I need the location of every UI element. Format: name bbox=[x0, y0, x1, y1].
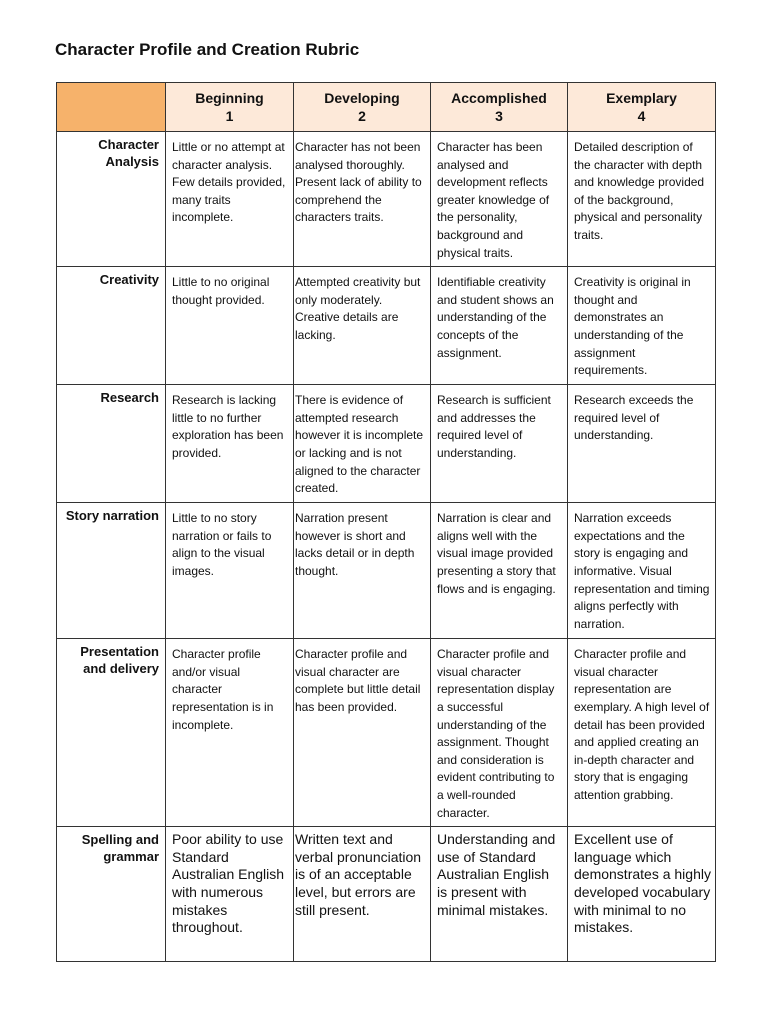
level-header-developing bbox=[294, 83, 431, 132]
level-header-beginning bbox=[166, 83, 294, 132]
rubric-cell: Detailed description of the character with depth and knowledge provided of the background, physical and personality traits. bbox=[568, 132, 716, 267]
rubric-cell: Attempted creativity but only moderately. Creative details are lacking. bbox=[294, 267, 431, 385]
criterion-label: Presentation and delivery bbox=[57, 639, 166, 827]
rubric-row-character-analysis bbox=[57, 132, 716, 267]
rubric-cell: Understanding and use of Standard Australian English is present with minimal mistakes. bbox=[431, 827, 568, 962]
rubric-cell: Poor ability to use Standard Australian English with numerous mistakes throughout. bbox=[166, 827, 294, 962]
level-number: 1 bbox=[225, 108, 234, 124]
criterion-label: Story narration bbox=[57, 503, 166, 639]
corner-cell bbox=[57, 83, 166, 132]
rubric-cell: Excellent use of language which demonstrates a highly developed vocabulary with minimal to no mistakes. bbox=[568, 827, 716, 962]
rubric-row-research bbox=[57, 385, 716, 503]
rubric-row-presentation-and-delivery bbox=[57, 639, 716, 827]
criterion-label: Spelling and grammar bbox=[57, 827, 166, 962]
level-header-exemplary bbox=[568, 83, 716, 132]
rubric-cell: Character profile and visual character representation display a successful understanding of the assignment. Thought and consideration is evident contributing to a well-rounded character. bbox=[431, 639, 568, 827]
criterion-label: Research bbox=[57, 385, 166, 503]
rubric-cell: Character has been analysed and development reflects greater knowledge of the personality, background and physical traits. bbox=[431, 132, 568, 267]
level-label: Exemplary bbox=[606, 90, 677, 106]
level-number: 2 bbox=[358, 108, 366, 124]
level-header-accomplished bbox=[431, 83, 568, 132]
criterion-label: Character Analysis bbox=[57, 132, 166, 267]
rubric-cell: There is evidence of attempted research however it is incomplete or lacking and is not aligned to the character created. bbox=[294, 385, 431, 503]
rubric-cell: Little or no attempt at character analysis. Few details provided, many traits incomplete. bbox=[166, 132, 294, 267]
criterion-label: Creativity bbox=[57, 267, 166, 385]
rubric-cell: Research is sufficient and addresses the required level of understanding. bbox=[431, 385, 568, 503]
rubric-cell: Narration exceeds expectations and the story is engaging and informative. Visual representation and timing aligns perfectly with narration. bbox=[568, 503, 716, 639]
rubric-cell: Character profile and visual character are complete but little detail has been provided. bbox=[294, 639, 431, 827]
level-label: Developing bbox=[324, 90, 400, 106]
rubric-cell: Little to no original thought provided. bbox=[166, 267, 294, 385]
page-title: Character Profile and Creation Rubric bbox=[55, 40, 360, 59]
rubric-table bbox=[56, 82, 716, 962]
rubric-cell: Creativity is original in thought and demonstrates an understanding of the assignment requirements. bbox=[568, 267, 716, 385]
rubric-cell: Research is lacking little to no further exploration has been provided. bbox=[166, 385, 294, 503]
rubric-cell: Character profile and visual character representation are exemplary. A high level of detail has been provided and applied creating an in-depth character and story that is engaging attention grabbing. bbox=[568, 639, 716, 827]
level-number: 4 bbox=[637, 108, 646, 124]
rubric-row-creativity bbox=[57, 267, 716, 385]
rubric-row-story-narration bbox=[57, 503, 716, 639]
rubric-cell: Narration is clear and aligns well with the visual image provided presenting a story that flows and is engaging. bbox=[431, 503, 568, 639]
level-number: 3 bbox=[495, 108, 503, 124]
rubric-row-spelling-and-grammar bbox=[57, 827, 716, 962]
header-row bbox=[57, 83, 716, 132]
level-label: Beginning bbox=[195, 90, 264, 106]
rubric-cell: Research exceeds the required level of understanding. bbox=[568, 385, 716, 503]
rubric-cell: Identifiable creativity and student shows an understanding of the concepts of the assignment. bbox=[431, 267, 568, 385]
level-label: Accomplished bbox=[451, 90, 547, 106]
rubric-cell: Character profile and/or visual character representation is in incomplete. bbox=[166, 639, 294, 827]
rubric-cell: Narration present however is short and lacks detail or in depth thought. bbox=[294, 503, 431, 639]
rubric-cell: Little to no story narration or fails to align to the visual images. bbox=[166, 503, 294, 639]
rubric-cell: Character has not been analysed thoroughly. Present lack of ability to comprehend the characters traits. bbox=[294, 132, 431, 267]
rubric-cell: Written text and verbal pronunciation is of an acceptable level, but errors are still present. bbox=[294, 827, 431, 962]
